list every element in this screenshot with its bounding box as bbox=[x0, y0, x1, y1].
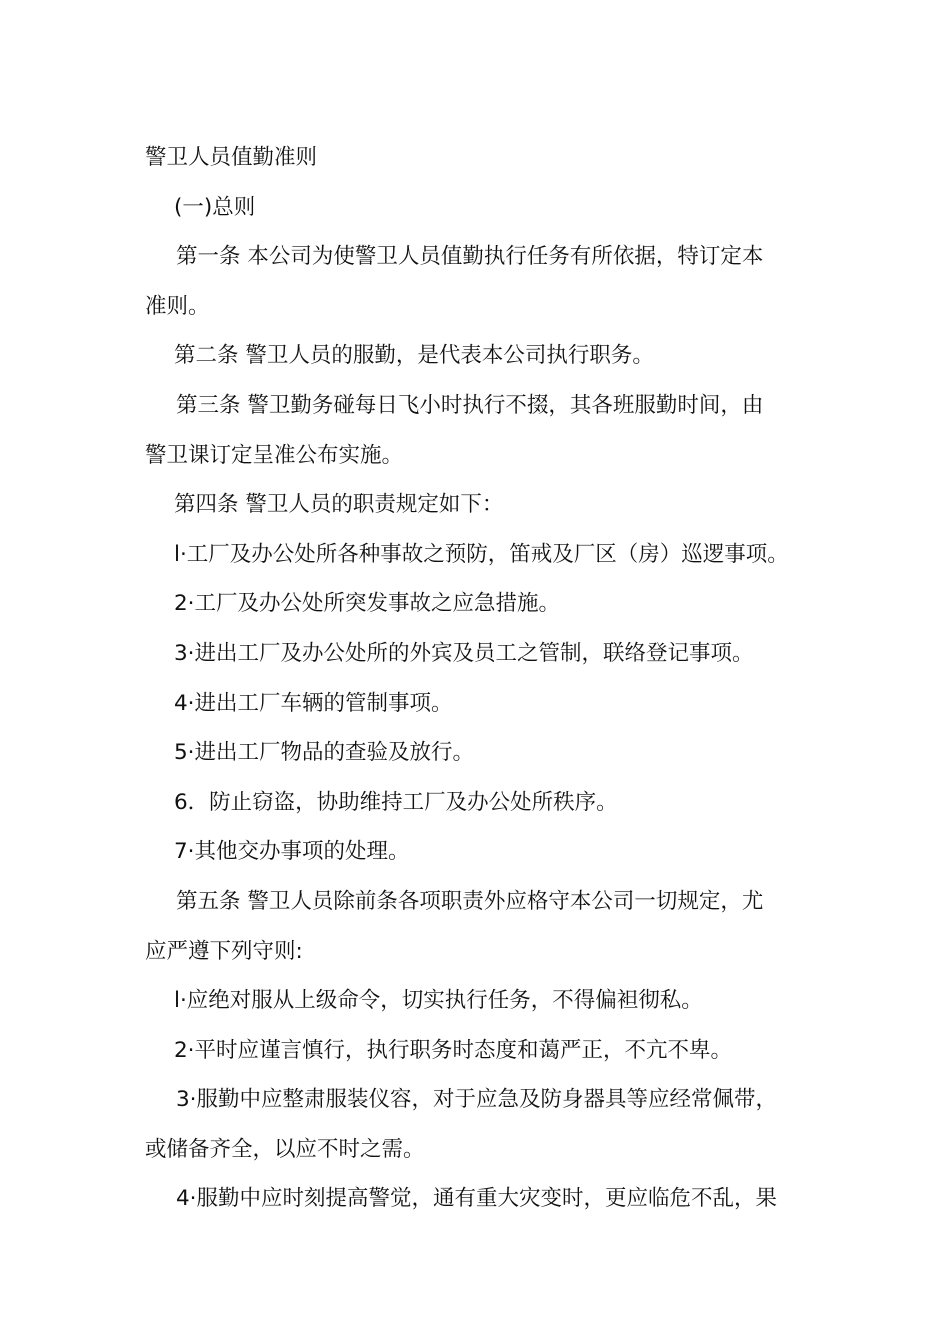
duty-item-5: 5·进出工厂物品的查验及放行。 bbox=[174, 740, 475, 766]
duty-item-3: 3·进出工厂及办公处所的外宾及员工之管制，联络登记事项。 bbox=[174, 640, 754, 666]
article-4: 第四条 警卫人员的职责规定如下： bbox=[174, 492, 504, 518]
rule-item-3-line-2: 或储备齐全，以应不时之需。 bbox=[145, 1136, 425, 1162]
section-heading: (一)总则 bbox=[174, 194, 256, 220]
article-1-line-2: 准则。 bbox=[145, 293, 210, 319]
article-5-line-1: 第五条 警卫人员除前条各项职责外应格守本公司一切规定，尤 bbox=[176, 888, 764, 914]
article-5-line-2: 应严遵下列守则: bbox=[145, 938, 303, 964]
document-body bbox=[145, 133, 810, 1224]
article-3-line-2: 警卫课订定呈准公布实施。 bbox=[145, 442, 404, 468]
article-3-line-1: 第三条 警卫勤务碰每日飞小时执行不掇，其各班服勤时间，由 bbox=[176, 392, 764, 418]
rule-item-3-line-1: 3·服勤中应整肃服装仪容，对于应急及防身器具等应经常佩带， bbox=[176, 1087, 778, 1113]
document-title: 警卫人员值勤准则 bbox=[145, 145, 318, 170]
duty-item-6: 6．防止窃盗，协助维持工厂及办公处所秩序。 bbox=[174, 789, 618, 815]
article-1-line-1: 第一条 本公司为使警卫人员值勤执行任务有所依据，特订定本 bbox=[176, 244, 764, 270]
rule-item-1: l·应绝对服从上级命令，切实执行任务，不得偏袒彻私。 bbox=[174, 988, 703, 1014]
duty-item-4: 4·进出工厂车辆的管制事项。 bbox=[174, 690, 453, 716]
duty-item-2: 2·工厂及办公处所突发事故之应急措施。 bbox=[174, 591, 561, 617]
rule-item-4-line-1: 4·服勤中应时刻提高警觉，通有重大灾变时，更应临危不乱，果 bbox=[176, 1186, 778, 1212]
duty-item-1: l·工厂及办公处所各种事故之预防，笛戒及厂区（房）巡逻事项。 bbox=[174, 541, 789, 567]
duty-item-7: 7·其他交办事项的处理。 bbox=[174, 839, 410, 865]
article-2: 第二条 警卫人员的服勤，是代表本公司执行职务。 bbox=[174, 343, 654, 369]
rule-item-2: 2·平时应谨言慎行，执行职务时态度和蔼严正，不亢不卑。 bbox=[174, 1037, 733, 1063]
